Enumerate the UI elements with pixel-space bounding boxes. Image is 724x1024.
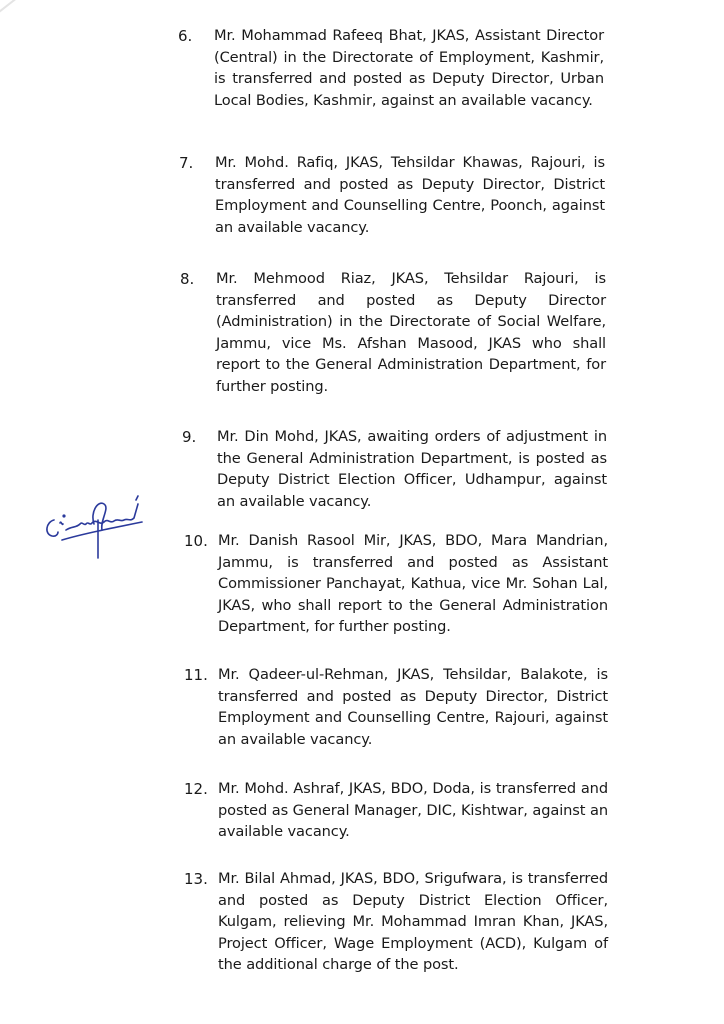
item-number: 9.	[182, 428, 197, 446]
item-text: Mr. Din Mohd, JKAS, awaiting orders of adjustment in the General Administration Department, is posted as Deputy District Election Officer, Udhampur, against an available vacancy.	[217, 428, 607, 510]
handwritten-signature	[42, 490, 182, 560]
item-number: 12.	[184, 780, 208, 798]
item-number: 6.	[178, 27, 193, 45]
item-number: 7.	[179, 154, 194, 172]
item-number: 13.	[184, 870, 208, 888]
item-text: Mr. Mohd. Rafiq, JKAS, Tehsildar Khawas, Rajouri, is transferred and posted as Deputy Director, District Employment and Counselling Centre, Poonch, against an available vacancy.	[215, 154, 605, 236]
item-text: Mr. Mohammad Rafeeq Bhat, JKAS, Assistant Director (Central) in the Directorate of Employment, Kashmir, is transferred and posted as Deputy Director, Urban Local Bodies, Kashmir, against an available vacancy.	[214, 27, 604, 109]
item-text: Mr. Mehmood Riaz, JKAS, Tehsildar Rajouri, is transferred and posted as Deputy Director (Administration) in the Directorate of Social Welfare, Jammu, vice Ms. Afshan Masood, JKAS who shall report to the General Administration Department, for further posting.	[216, 270, 606, 395]
item-number: 8.	[180, 270, 195, 288]
item-text: Mr. Qadeer-ul-Rehman, JKAS, Tehsildar, Balakote, is transferred and posted as Deputy Director, District Employment and Counselling Centre, Rajouri, against an available vacancy.	[218, 666, 608, 748]
scan-fold-line	[0, 0, 46, 20]
item-number: 10.	[184, 532, 208, 550]
item-text: Mr. Mohd. Ashraf, JKAS, BDO, Doda, is transferred and posted as General Manager, DIC, Kishtwar, against an available vacancy.	[218, 780, 608, 841]
item-text: Mr. Danish Rasool Mir, JKAS, BDO, Mara Mandrian, Jammu, is transferred and posted as Assistant Commissioner Panchayat, Kathua, vice Mr. Sohan Lal, JKAS, who shall report to the General Administration Department, for further posting.	[218, 532, 608, 636]
item-number: 11.	[184, 666, 208, 684]
item-text: Mr. Bilal Ahmad, JKAS, BDO, Srigufwara, is transferred and posted as Deputy District Election Officer, Kulgam, relieving Mr. Mohammad Imran Khan, JKAS, Project Officer, Wage Employment (ACD), Kulgam of the additional charge of the post.	[218, 870, 608, 974]
